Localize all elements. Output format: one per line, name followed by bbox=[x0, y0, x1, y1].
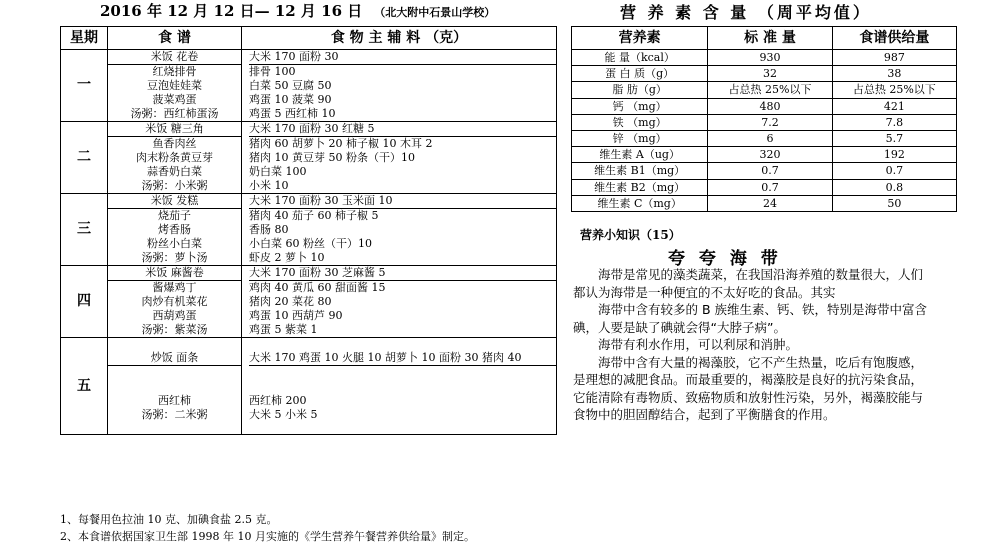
day-label: 一 bbox=[61, 50, 108, 122]
dish-name: 汤粥：小米粥 bbox=[141, 179, 208, 192]
nutrition-row bbox=[572, 114, 957, 130]
supply-value: 192 bbox=[832, 147, 956, 163]
nutrient-name: 维生素 A（ug） bbox=[572, 147, 708, 163]
supply-value: 0.8 bbox=[832, 179, 956, 195]
ingredient-line: 大米 170 面粉 30 红糖 5 bbox=[249, 122, 556, 137]
nutrient-name: 蛋 白 质（g） bbox=[572, 66, 708, 82]
dish-name: 粉丝小白菜 bbox=[147, 237, 202, 250]
ingredient-line: 大米 5 小米 5 bbox=[249, 407, 318, 421]
day-label: 二 bbox=[61, 122, 108, 194]
supply-value: 987 bbox=[832, 50, 956, 66]
dish-cell bbox=[108, 122, 242, 194]
nutrient-name: 能 量（kcal） bbox=[572, 50, 708, 66]
ingredient-cell bbox=[242, 338, 557, 435]
standard-value: 6 bbox=[708, 130, 832, 146]
nutrition-row bbox=[572, 98, 957, 114]
standard-value: 480 bbox=[708, 98, 832, 114]
dish-cell bbox=[108, 50, 242, 122]
supply-value: 421 bbox=[832, 98, 956, 114]
dish-name: 豆泡娃娃菜 bbox=[147, 79, 202, 92]
date-range: 2016 年 12 月 12 日— 12 月 16 日 bbox=[100, 2, 363, 20]
nutrition-table bbox=[571, 26, 957, 212]
ingredient-line: 猪肉 40 茄子 60 柿子椒 5 bbox=[249, 209, 379, 222]
footnote: 1、每餐用色拉油 10 克、加碘食盐 2.5 克。 bbox=[60, 513, 278, 526]
ingredient-line: 白菜 50 豆腐 50 bbox=[249, 79, 332, 92]
ingredient-line: 排骨 100 bbox=[249, 65, 296, 78]
supply-value: 5.7 bbox=[832, 130, 956, 146]
article-body bbox=[573, 266, 930, 424]
ingredient-line: 小白菜 60 粉丝（干）10 bbox=[249, 237, 372, 250]
ingredient-cell bbox=[242, 122, 557, 194]
dish-name: 蒜香奶白菜 bbox=[147, 165, 202, 178]
dish-name: 肉炒有机菜花 bbox=[141, 295, 208, 308]
supply-value: 占总热 25%以下 bbox=[832, 82, 956, 98]
nutrition-title: 营 养 素 含 量 （周平均值） bbox=[620, 3, 872, 22]
dish-name: 炒饭 面条 bbox=[108, 351, 241, 366]
standard-value: 320 bbox=[708, 147, 832, 163]
ingredient-line bbox=[249, 380, 556, 394]
nutrient-name: 锌 （mg） bbox=[572, 130, 708, 146]
supply-value: 50 bbox=[832, 195, 956, 211]
menu-day-row bbox=[61, 338, 557, 435]
nutrient-name: 维生素 B2（mg） bbox=[572, 179, 708, 195]
ingredient-line: 大米 170 面粉 30 玉米面 10 bbox=[249, 194, 556, 209]
ingredient-line: 香肠 80 bbox=[249, 223, 289, 236]
ingredient-cell bbox=[242, 50, 557, 122]
header-day: 星期 bbox=[61, 27, 108, 50]
menu-header-row bbox=[61, 27, 557, 50]
dish-name: 汤粥：二米粥 bbox=[141, 407, 208, 421]
header-ingredients: 食 物 主 辅 料 （克） bbox=[242, 27, 557, 50]
dish-name: 西红柿 bbox=[158, 393, 191, 407]
nutrient-name: 脂 肪（g） bbox=[572, 82, 708, 98]
article-title: 夸 夸 海 带 bbox=[668, 249, 782, 269]
dish-name: 米饭 花卷 bbox=[108, 50, 241, 65]
dish-cell bbox=[108, 266, 242, 338]
ingredient-line: 大米 170 鸡蛋 10 火腿 10 胡萝卜 10 面粉 30 猪肉 40 bbox=[249, 351, 556, 366]
article-paragraph: 海带有利水作用，可以利尿和消肿。 bbox=[598, 337, 799, 352]
nutrition-row bbox=[572, 82, 957, 98]
standard-value: 7.2 bbox=[708, 114, 832, 130]
standard-value: 24 bbox=[708, 195, 832, 211]
ingredient-line: 猪肉 60 胡萝卜 20 柿子椒 10 木耳 2 bbox=[249, 137, 433, 150]
dish-name: 烧茄子 bbox=[158, 209, 191, 222]
nutrition-row bbox=[572, 50, 957, 66]
ingredient-line: 鸡肉 40 黄瓜 60 甜面酱 15 bbox=[249, 281, 386, 294]
dish-name: 菠菜鸡蛋 bbox=[152, 93, 197, 106]
dish-name: 汤粥：萝卜汤 bbox=[141, 251, 208, 264]
dish-name: 肉末粉条黄豆芽 bbox=[136, 151, 213, 164]
ingredient-line: 猪肉 20 菜花 80 bbox=[249, 295, 332, 308]
dish-name: 烤香肠 bbox=[158, 223, 191, 236]
menu-body bbox=[61, 50, 557, 435]
ingredient-line: 鸡蛋 5 紫菜 1 bbox=[249, 323, 318, 336]
nutrition-row bbox=[572, 179, 957, 195]
ingredient-line: 鸡蛋 10 西葫芦 90 bbox=[249, 309, 343, 322]
dish-name bbox=[108, 366, 241, 380]
standard-value: 0.7 bbox=[708, 179, 832, 195]
menu-day-row bbox=[61, 122, 557, 194]
dish-name: 汤粥：西红柿蛋汤 bbox=[130, 107, 219, 120]
dish-name: 酱爆鸡丁 bbox=[152, 281, 197, 294]
nutrition-row bbox=[572, 163, 957, 179]
menu-day-row bbox=[61, 194, 557, 266]
dish-name: 鱼香肉丝 bbox=[152, 137, 197, 150]
article-paragraph: 海带中含有大量的褐藻胶，它不产生热量，吃后有饱腹感，是理想的减肥食品。而最重要的，褐藻胶是良好的抗污染食品，它能清除有毒物质、致癌物质和放射性污染，另外，褐藻胶能与食物中的胆固醇结合，起到了平衡膳食的作用。 bbox=[573, 354, 924, 422]
nutrient-name: 维生素 B1（mg） bbox=[572, 163, 708, 179]
article-paragraph: 海带是常见的藻类蔬菜，在我国沿海养殖的数量很大，人们都认为海带是一种便宜的不太好吃的食品。其实 bbox=[573, 267, 924, 300]
supply-value: 38 bbox=[832, 66, 956, 82]
standard-value: 占总热 25%以下 bbox=[708, 82, 832, 98]
menu-day-row bbox=[61, 266, 557, 338]
school-name: （北大附中石景山学校） bbox=[374, 6, 496, 19]
dish-name: 米饭 麻酱卷 bbox=[108, 266, 241, 281]
nutrient-name: 钙 （mg） bbox=[572, 98, 708, 114]
day-label: 三 bbox=[61, 194, 108, 266]
dish-name: 西葫鸡蛋 bbox=[152, 309, 197, 322]
nutrition-row bbox=[572, 147, 957, 163]
dish-name: 红烧排骨 bbox=[152, 65, 197, 78]
day-label: 五 bbox=[61, 338, 108, 435]
dish-name: 汤粥：紫菜汤 bbox=[141, 323, 208, 336]
supply-value: 0.7 bbox=[832, 163, 956, 179]
standard-value: 930 bbox=[708, 50, 832, 66]
ingredient-line: 西红柿 200 bbox=[249, 393, 307, 407]
header-nutrient: 营养素 bbox=[572, 27, 708, 50]
menu-day-row bbox=[61, 50, 557, 122]
ingredient-cell bbox=[242, 194, 557, 266]
nutrition-row bbox=[572, 66, 957, 82]
dish-name bbox=[108, 380, 241, 394]
standard-value: 32 bbox=[708, 66, 832, 82]
ingredient-line: 小米 10 bbox=[249, 179, 289, 192]
nutrition-body bbox=[572, 50, 957, 212]
dish-cell bbox=[108, 338, 242, 435]
supply-value: 7.8 bbox=[832, 114, 956, 130]
article-paragraph: 海带中含有较多的 B 族维生素、钙、铁，特别是海带中富含碘，人要是缺了碘就会得“大脖子病”。 bbox=[573, 302, 928, 335]
menu-table bbox=[60, 26, 557, 435]
knowledge-label: 营养小知识（15） bbox=[580, 228, 681, 242]
nutrient-name: 维生素 C（mg） bbox=[572, 195, 708, 211]
ingredient-line: 大米 170 面粉 30 芝麻酱 5 bbox=[249, 266, 556, 281]
ingredient-line: 猪肉 10 黄豆芽 50 粉条（干）10 bbox=[249, 151, 415, 164]
dish-cell bbox=[108, 194, 242, 266]
ingredient-line: 奶白菜 100 bbox=[249, 165, 307, 178]
day-label: 四 bbox=[61, 266, 108, 338]
nutrient-name: 铁 （mg） bbox=[572, 114, 708, 130]
footnotes bbox=[60, 511, 475, 545]
header-dishes: 食 谱 bbox=[108, 27, 242, 50]
header-standard: 标 准 量 bbox=[708, 27, 832, 50]
ingredient-line bbox=[249, 366, 556, 380]
ingredient-cell bbox=[242, 266, 557, 338]
ingredient-line: 虾皮 2 萝卜 10 bbox=[249, 251, 325, 264]
nutrition-row bbox=[572, 130, 957, 146]
footnote: 2、本食谱依据国家卫生部 1998 年 10 月实施的《学生营养午餐营养供给量》制定。 bbox=[60, 530, 475, 543]
dish-name: 米饭 发糕 bbox=[108, 194, 241, 209]
dish-name: 米饭 糖三角 bbox=[108, 122, 241, 137]
ingredient-line: 鸡蛋 5 西红柿 10 bbox=[249, 107, 336, 120]
nutrition-row bbox=[572, 195, 957, 211]
ingredient-line: 大米 170 面粉 30 bbox=[249, 50, 556, 65]
menu-title bbox=[100, 0, 495, 21]
standard-value: 0.7 bbox=[708, 163, 832, 179]
nutrition-header-row bbox=[572, 27, 957, 50]
header-supply: 食谱供给量 bbox=[832, 27, 956, 50]
ingredient-line: 鸡蛋 10 菠菜 90 bbox=[249, 93, 332, 106]
